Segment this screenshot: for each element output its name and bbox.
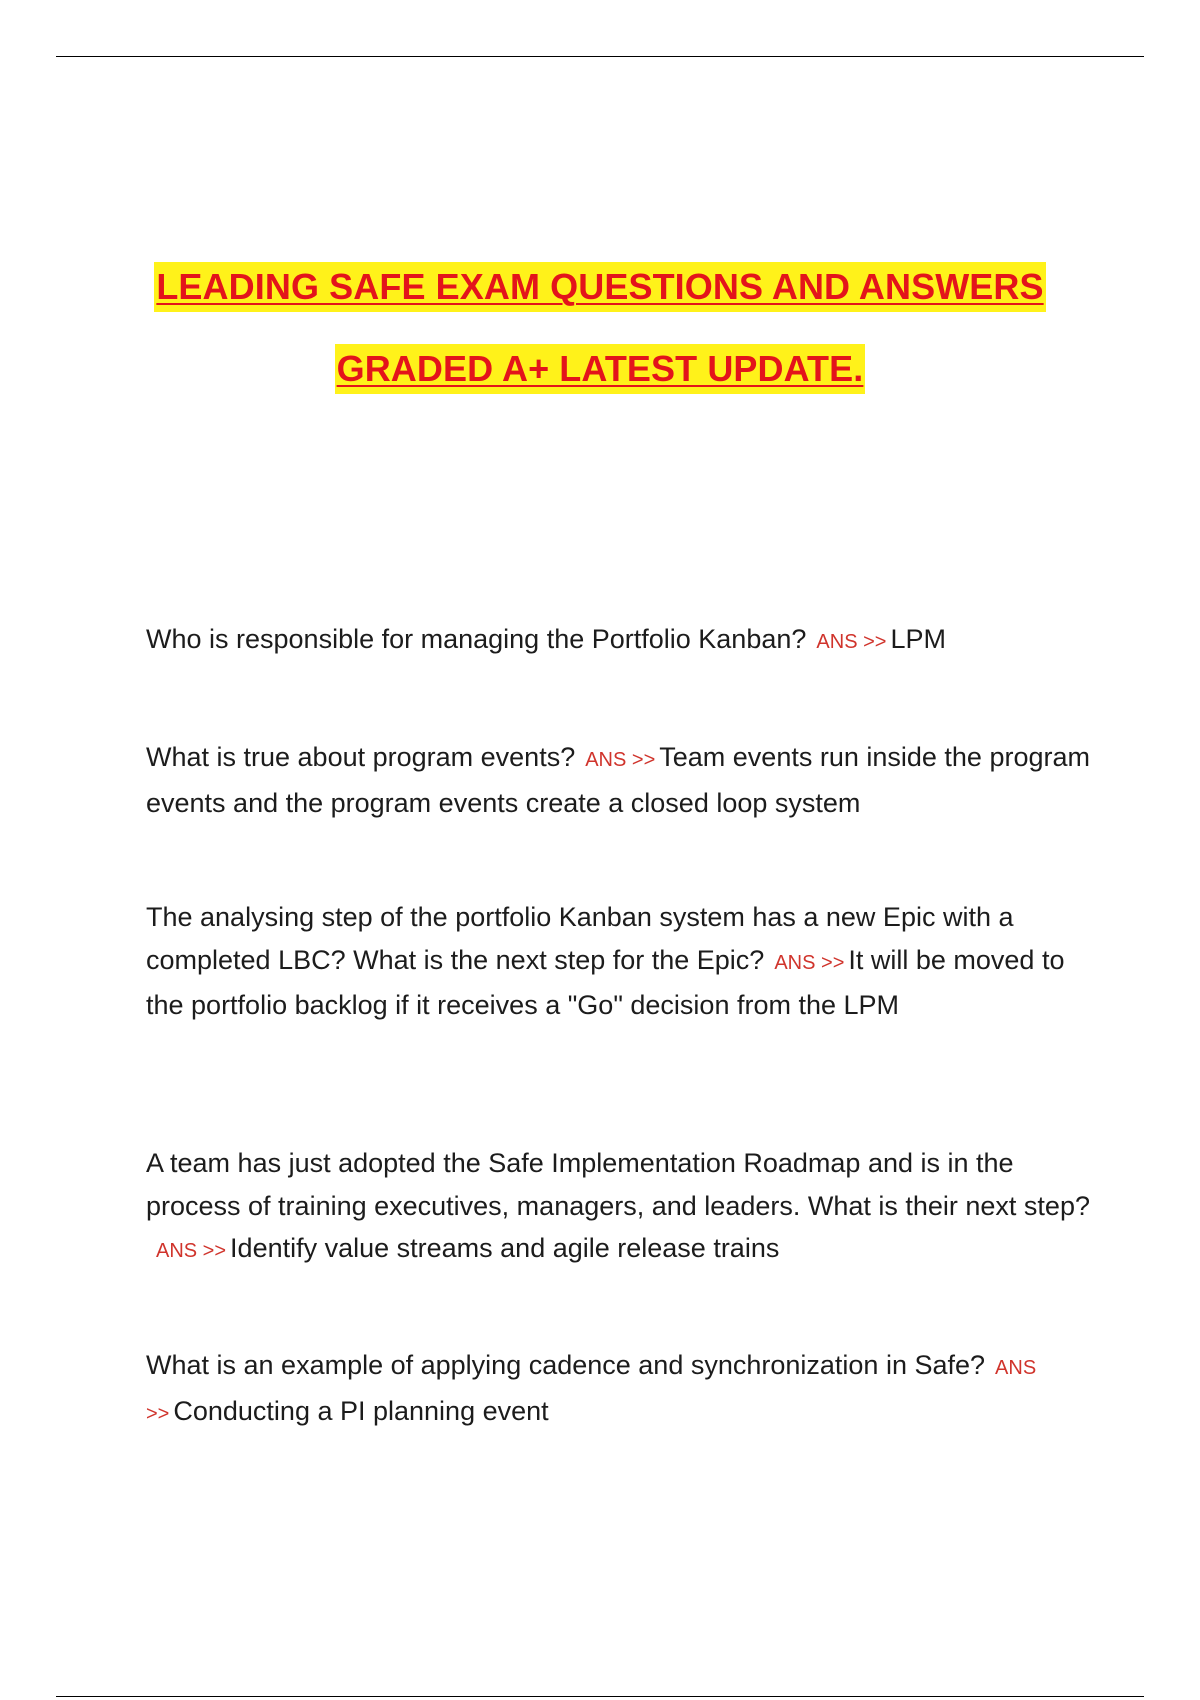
qa-item <box>146 618 1096 664</box>
question-text: Who is responsible for managing the Portfolio Kanban? <box>146 624 807 654</box>
top-rule <box>56 56 1144 57</box>
question-text: A team has just adopted the Safe Implementation Roadmap and is in the process of training executives, managers, and leaders. What is their next step? <box>146 1148 1090 1221</box>
answer-marker: ANS >> <box>585 749 656 771</box>
answer-marker: ANS >> <box>146 1357 1037 1425</box>
qa-item <box>146 896 1096 1027</box>
qa-item <box>146 1344 1096 1435</box>
title-line-1: LEADING SAFE EXAM QUESTIONS AND ANSWERS <box>154 262 1045 312</box>
title-line-2: GRADED A+ LATEST UPDATE. <box>335 344 866 394</box>
answer-text: Team events run inside the program events and the program events create a closed loop system <box>146 742 1090 818</box>
answer-text: Identify value streams and agile release trains <box>230 1233 780 1263</box>
answer-marker: ANS >> <box>774 951 845 974</box>
answer-text: LPM <box>890 624 946 654</box>
question-text: What is true about program events? <box>146 742 576 772</box>
question-text: The analysing step of the portfolio Kanban system has a new Epic with a completed LBC? What is the next step for the Epic? <box>146 902 1014 975</box>
qa-item <box>146 1142 1096 1273</box>
document-title <box>0 262 1200 426</box>
qa-item <box>146 736 1096 824</box>
bottom-rule <box>56 1696 1144 1697</box>
question-text: What is an example of applying cadence and synchronization in Safe? <box>146 1350 986 1380</box>
answer-marker: ANS >> <box>816 631 887 653</box>
answer-text: It will be moved to the portfolio backlog if it receives a "Go" decision from the LPM <box>146 944 1065 1020</box>
answer-text: Conducting a PI planning event <box>173 1395 549 1426</box>
answer-marker: ANS >> <box>156 1240 227 1262</box>
